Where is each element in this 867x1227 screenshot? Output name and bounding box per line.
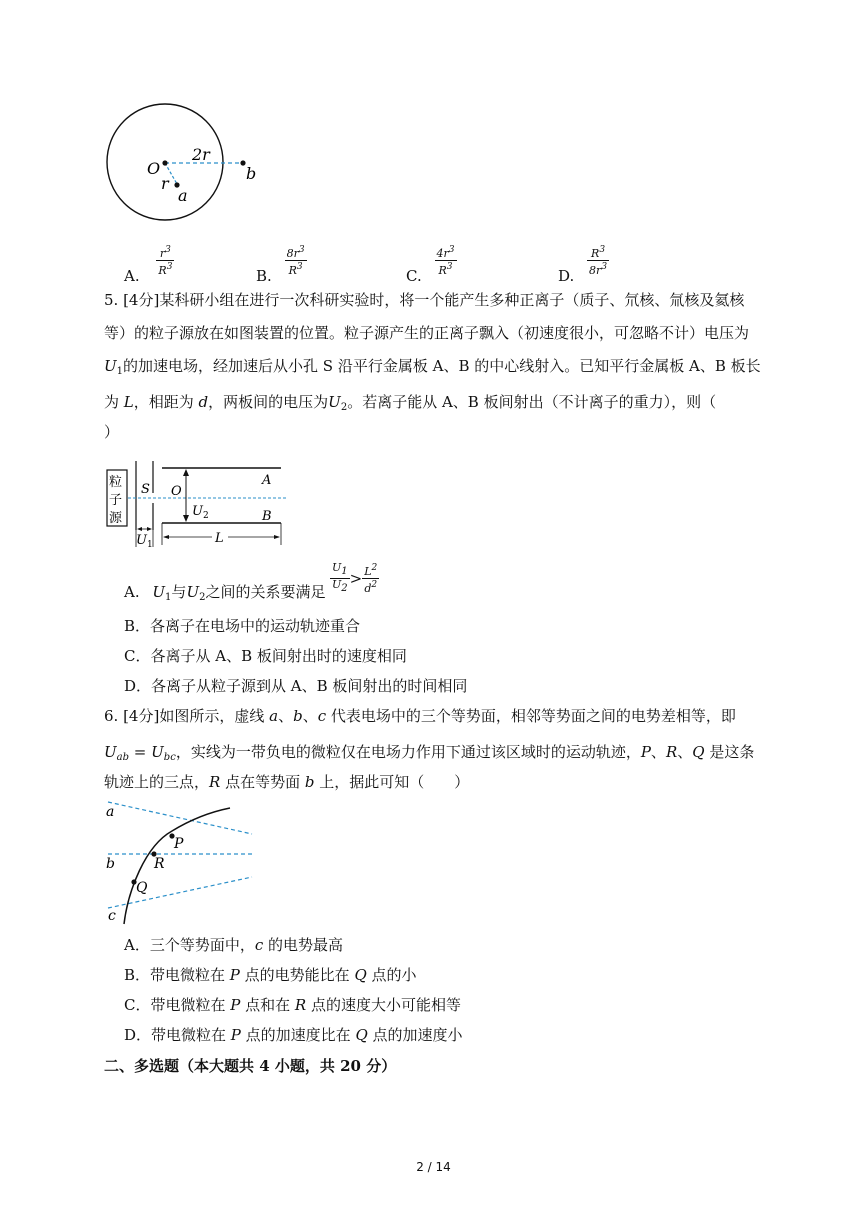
point-p-label: P — [174, 836, 184, 852]
q6-line-1: 6. [4分]如图所示，虚线 a、b、c 代表电场中的三个等势面，相邻等势面之间的电势差相等，即 — [104, 707, 736, 725]
source-char-3: 源 — [109, 511, 123, 526]
source-char-2: 子 — [109, 493, 123, 508]
q5-line-1: 5. [4分]某科研小组在进行一次科研实验时，将一个能产生多种正离子（质子、氘核、氚核及氦核 — [104, 291, 745, 309]
q6-option-b: B．带电微粒在 P 点的电势能比在 Q 点的小 — [124, 966, 417, 984]
length-l-label: L — [215, 531, 224, 546]
surface-a-label: a — [106, 804, 115, 820]
q6-option-d: D．带电微粒在 P 点的加速度比在 Q 点的加速度小 — [124, 1026, 463, 1044]
point-a-label: a — [178, 186, 188, 205]
point-r-label: R — [154, 856, 165, 872]
q5-option-b: B．各离子在电场中的运动轨迹重合 — [124, 617, 361, 635]
q4-option-d: D. $\frac{R^3}{8r^3}$ — [558, 245, 608, 285]
point-b-label: b — [246, 164, 257, 183]
q4-option-a: A. $\frac{r^3}{R^3}$ — [124, 245, 173, 285]
q5-option-d: D．各离子从粒子源到从 A、B 板间射出的时间相同 — [124, 677, 468, 695]
page-number: 2 / 14 — [416, 1160, 451, 1174]
q6-line-3: 轨迹上的三点，R 点在等势面 b 上，据此可知（ ） — [104, 773, 470, 791]
circle-diagram — [100, 100, 280, 230]
surface-b-label: b — [106, 856, 115, 872]
q4-option-c: C. $\frac{4r^3}{R^3}$ — [406, 245, 455, 285]
q5-option-c: C．各离子从 A、B 板间射出时的速度相同 — [124, 647, 407, 665]
equipotential-diagram — [100, 796, 260, 926]
plate-a-label: A — [262, 473, 272, 488]
section-heading: 二、多选题（本大题共 4 小题，共 20 分） — [104, 1057, 397, 1075]
radius-label: r — [161, 174, 169, 193]
u2-label: $U_2$ — [192, 504, 209, 521]
q5-line-2: 等）的粒子源放在如图装置的位置。粒子源产生的正离子飘入（初速度很小，可忽略不计）电压为 — [104, 324, 750, 342]
q5-line-3: $U_1$的加速电场，经加速后从小孔 S 沿平行金属板 A、B 的中心线射入。已知平行金属板 A、B 板长 — [104, 357, 761, 377]
source-char-1: 粒 — [109, 475, 123, 490]
q4-option-b: B. $\frac{8r^3}{R^3}$ — [256, 245, 305, 285]
q6-option-a: A．三个等势面中，c 的电势最高 — [124, 936, 344, 954]
distance-label: 2r — [192, 145, 210, 164]
u1-label: $U_1$ — [136, 533, 153, 550]
hole-s-label: S — [141, 482, 150, 497]
plate-b-label: B — [262, 509, 272, 524]
accelerator-diagram — [100, 455, 290, 555]
point-q-label: Q — [136, 880, 148, 896]
surface-c-label: c — [108, 908, 116, 924]
q5-line-4: 为 L，相距为 d，两板间的电压为$U_2$。若离子能从 A、B 板间射出（不计离子的重力），则（ — [104, 393, 717, 413]
q5-line-5: ） — [104, 423, 120, 441]
center-label: O — [147, 159, 161, 178]
q6-option-c: C．带电微粒在 P 点和在 R 点的速度大小可能相等 — [124, 996, 461, 1014]
q5-option-a: A. $U_1$与$U_2$之间的关系要满足 $\frac{U1}{U2}$ > $\frac{L^2}{d^2}$ — [124, 561, 378, 603]
q6-line-2: $U_{ab} = U_{bc}$，实线为一带负电的微粒仅在电场力作用下通过该区域时的运动轨迹，P、R、Q 是这条 — [104, 743, 755, 763]
center-o-label: O — [171, 484, 182, 499]
